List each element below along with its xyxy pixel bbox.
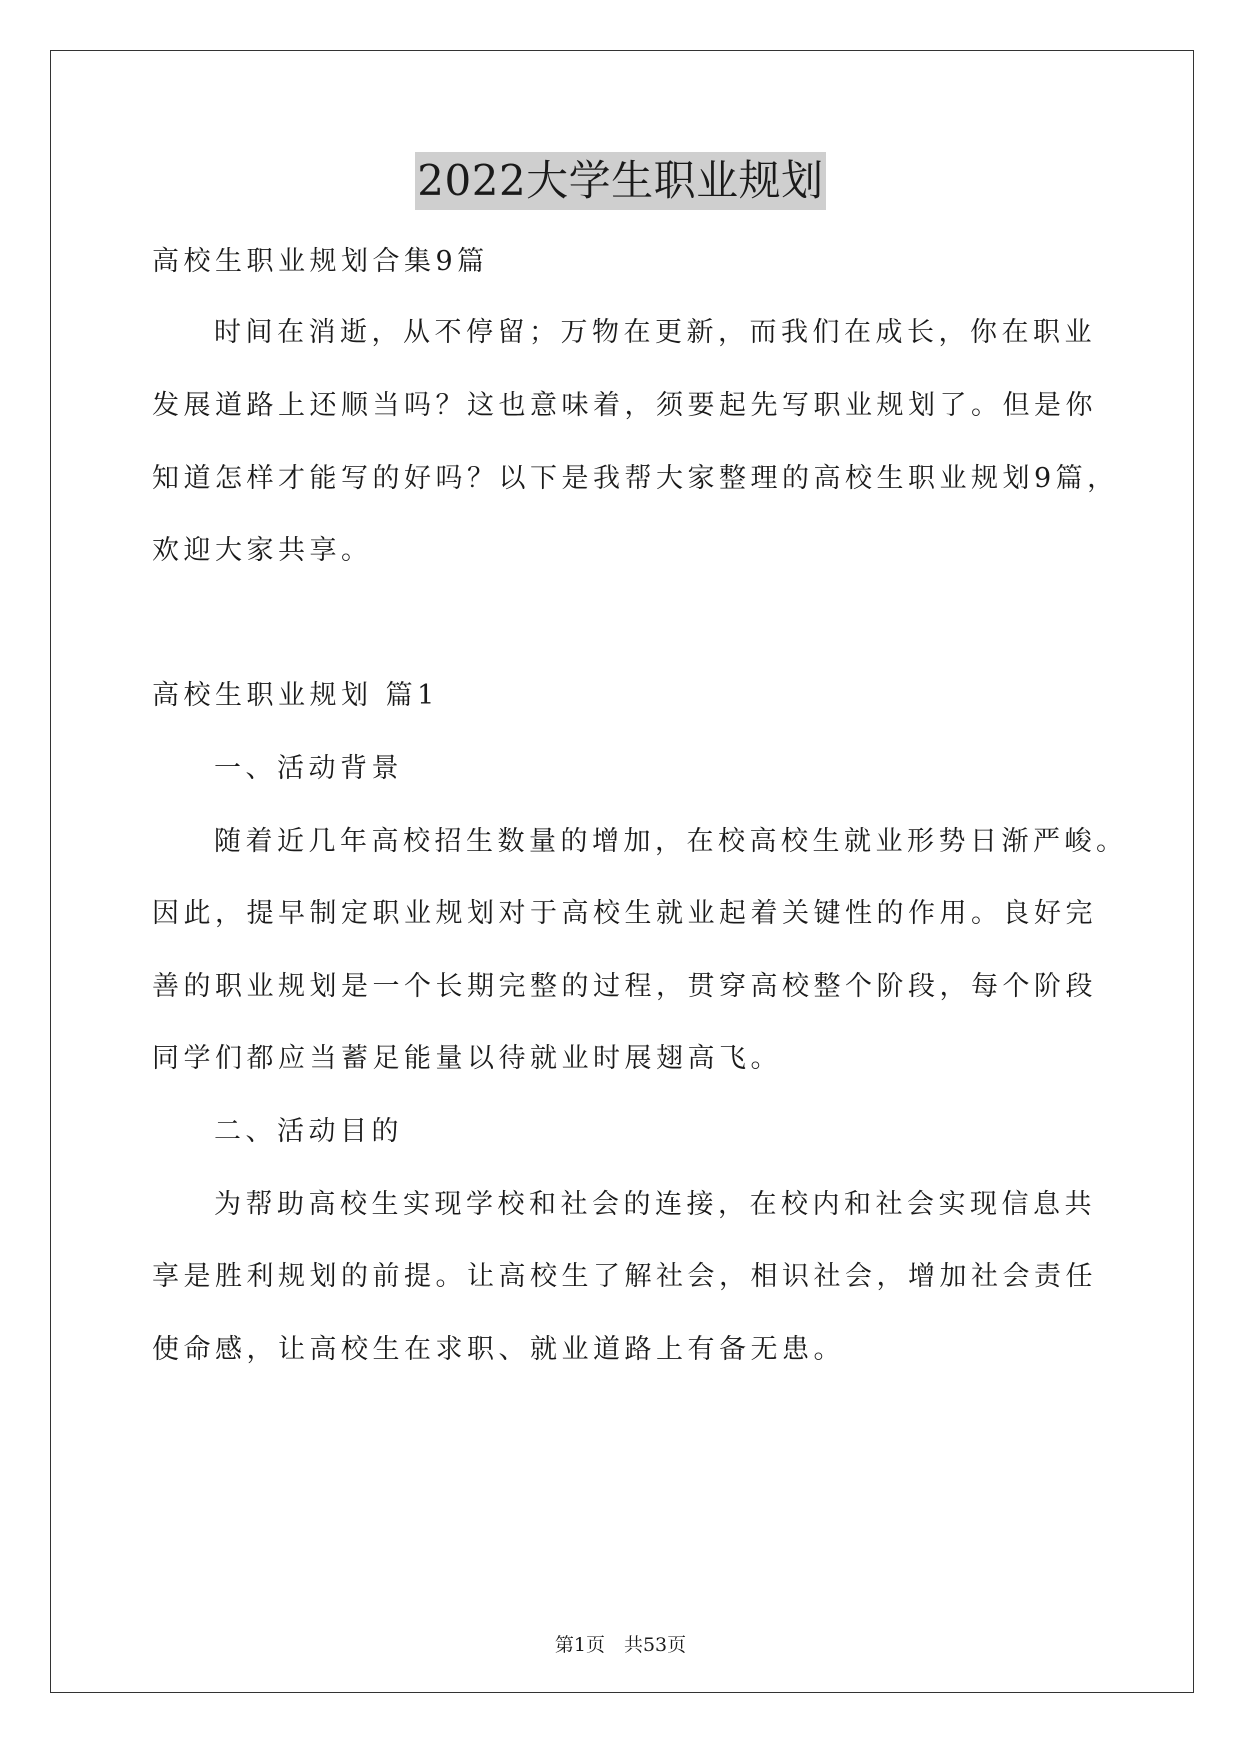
- paragraph-line: 享是胜利规划的前提。让高校生了解社会，相识社会，增加社会责任: [152, 1261, 1097, 1292]
- paragraph-line: 发展道路上还顺当吗？这也意味着，须要起先写职业规划了。但是你: [152, 390, 1097, 421]
- document-title: 2022大学生职业规划: [415, 152, 825, 210]
- page-indicator: 第1页 共53页: [554, 1634, 687, 1656]
- subsection-heading: 一、活动背景: [214, 753, 403, 784]
- paragraph-line: 随着近几年高校招生数量的增加，在校高校生就业形势日渐严峻。: [214, 826, 1128, 857]
- paragraph-line: 善的职业规划是一个长期完整的过程，贯穿高校整个阶段，每个阶段: [152, 971, 1097, 1002]
- paragraph-line: 知道怎样才能写的好吗？以下是我帮大家整理的高校生职业规划9篇，: [152, 463, 1119, 494]
- subtitle-line: 高校生职业规划合集9篇: [152, 246, 489, 277]
- paragraph-line: 使命感，让高校生在求职、就业道路上有备无患。: [152, 1334, 845, 1365]
- page-border: [50, 50, 1194, 1693]
- paragraph-line: 时间在消逝，从不停留；万物在更新，而我们在成长，你在职业: [214, 317, 1096, 348]
- subsection-heading: 二、活动目的: [214, 1116, 403, 1147]
- paragraph-line: 欢迎大家共享。: [152, 535, 373, 566]
- section-heading: 高校生职业规划 篇1: [152, 680, 439, 711]
- document-title-wrapper: [0, 152, 1241, 210]
- paragraph-line: 因此，提早制定职业规划对于高校生就业起着关键性的作用。良好完: [152, 898, 1097, 929]
- paragraph-line: 同学们都应当蓄足能量以待就业时展翅高飞。: [152, 1043, 782, 1074]
- paragraph-line: 为帮助高校生实现学校和社会的连接，在校内和社会实现信息共: [214, 1189, 1096, 1220]
